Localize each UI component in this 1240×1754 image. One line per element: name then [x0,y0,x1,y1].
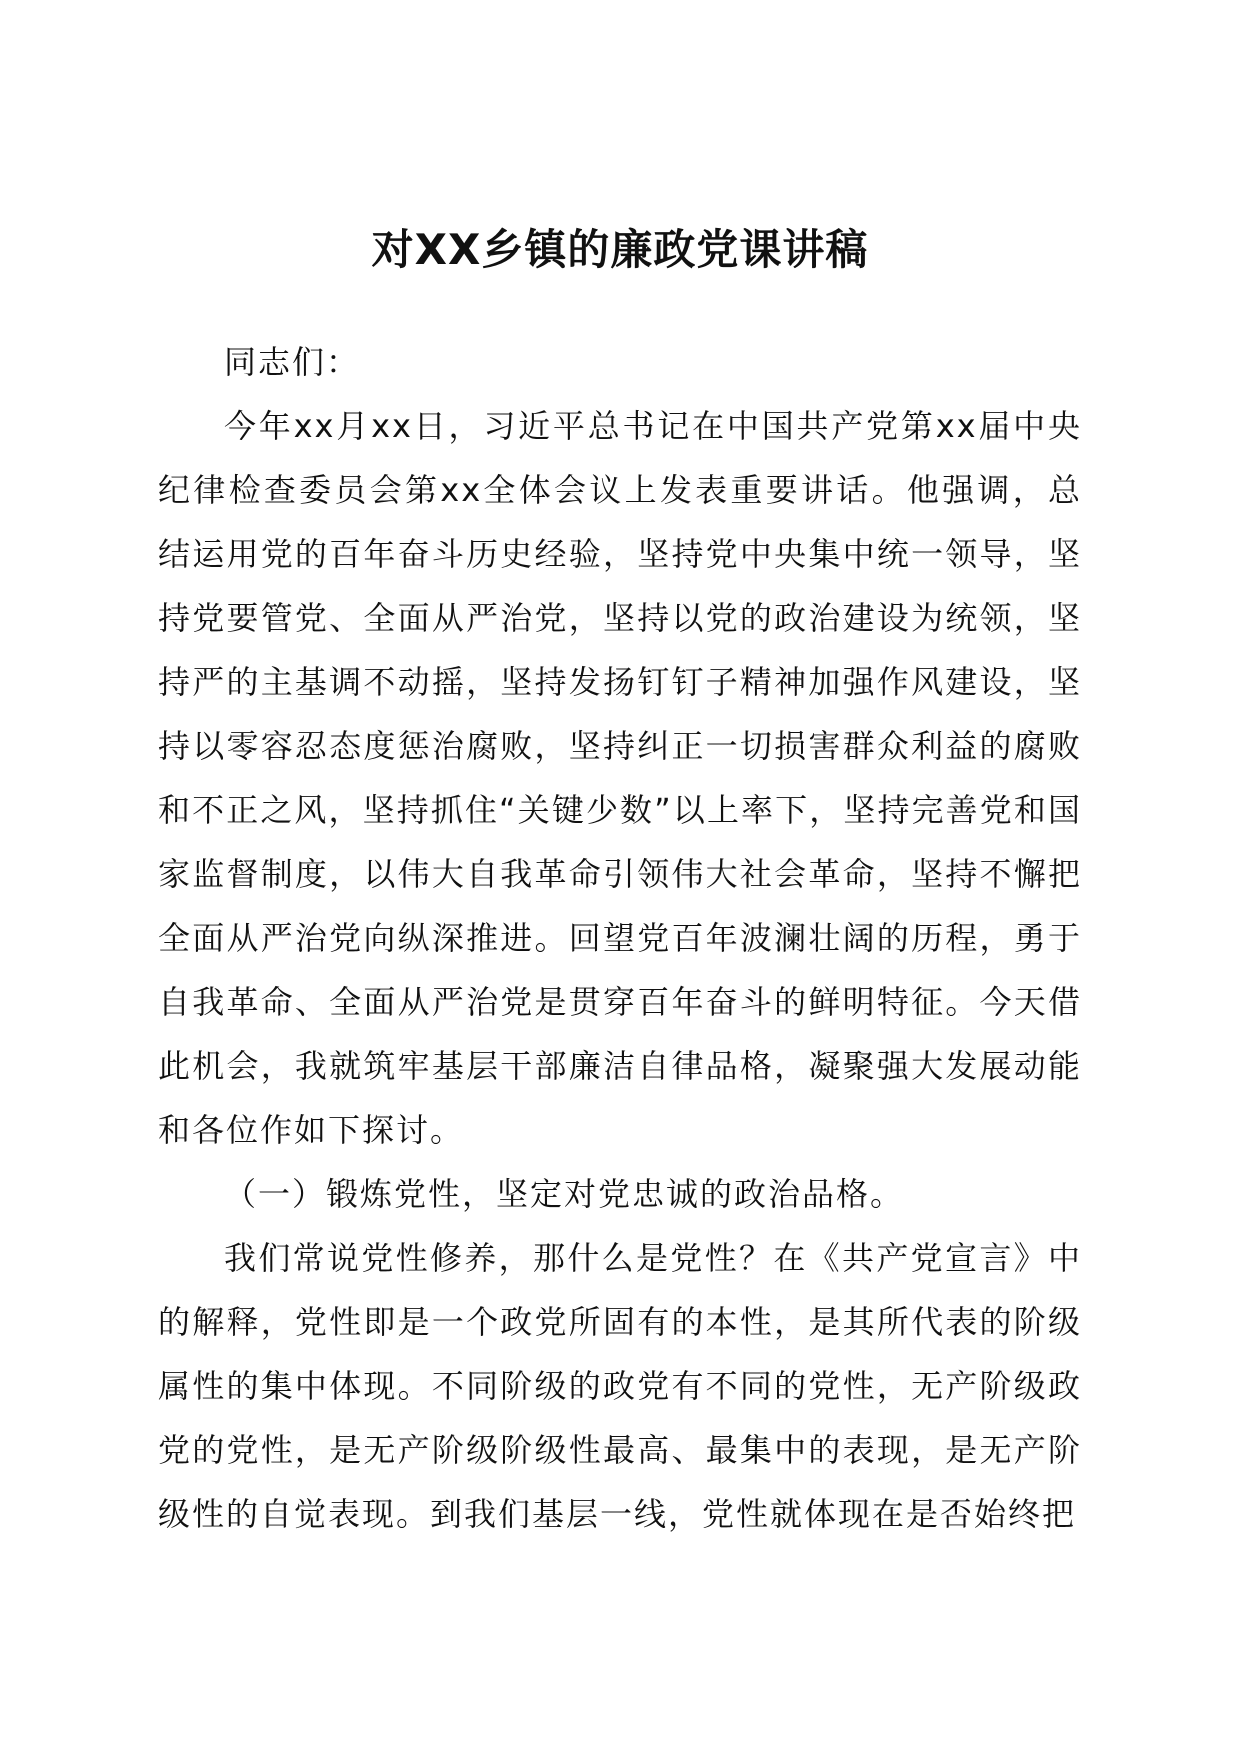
paragraph-party-nature: 我们常说党性修养，那什么是党性？在《共产党宣言》中的解释，党性即是一个政党所固有的本性，是其所代表的阶级属性的集中体现。不同阶级的政党有不同的党性，无产阶级政党的党性，是无产阶级阶级性最高、最集中的表现，是无产阶级性的自觉表现。到我们基层一线，党性就体现在是否始终把 [158,1239,1082,1533]
paragraph-intro: 今年xx月xx日，习近平总书记在中国共产党第xx届中央纪律检查委员会第xx全体会议上发表重要讲话。他强调，总结运用党的百年奋斗历史经验，坚持党中央集中统一领导，坚持党要管党、全面从严治党，坚持以党的政治建设为统领，坚持严的主基调不动摇，坚持发扬钉钉子精神加强作风建设，坚持以零容忍态度惩治腐败，坚持纠正一切损害群众利益的腐败和不正之风，坚持抓住“关键少数”以上率下，坚持完善党和国家监督制度，以伟大自我革命引领伟大社会革命，坚持不懈把全面从严治党向纵深推进。回望党百年波澜壮阔的历程，勇于自我革命、全面从严治党是贯穿百年奋斗的鲜明特征。今天借此机会，我就筑牢基层干部廉洁自律品格，凝聚强大发展动能和各位作如下探讨。 [158,407,1082,1149]
salutation: 同志们： [224,343,361,381]
document-title: 对XX乡镇的廉政党课讲稿 [371,225,869,274]
section-heading: （一）锻炼党性，坚定对党忠诚的政治品格。 [224,1175,905,1213]
document-body [158,330,1082,1546]
